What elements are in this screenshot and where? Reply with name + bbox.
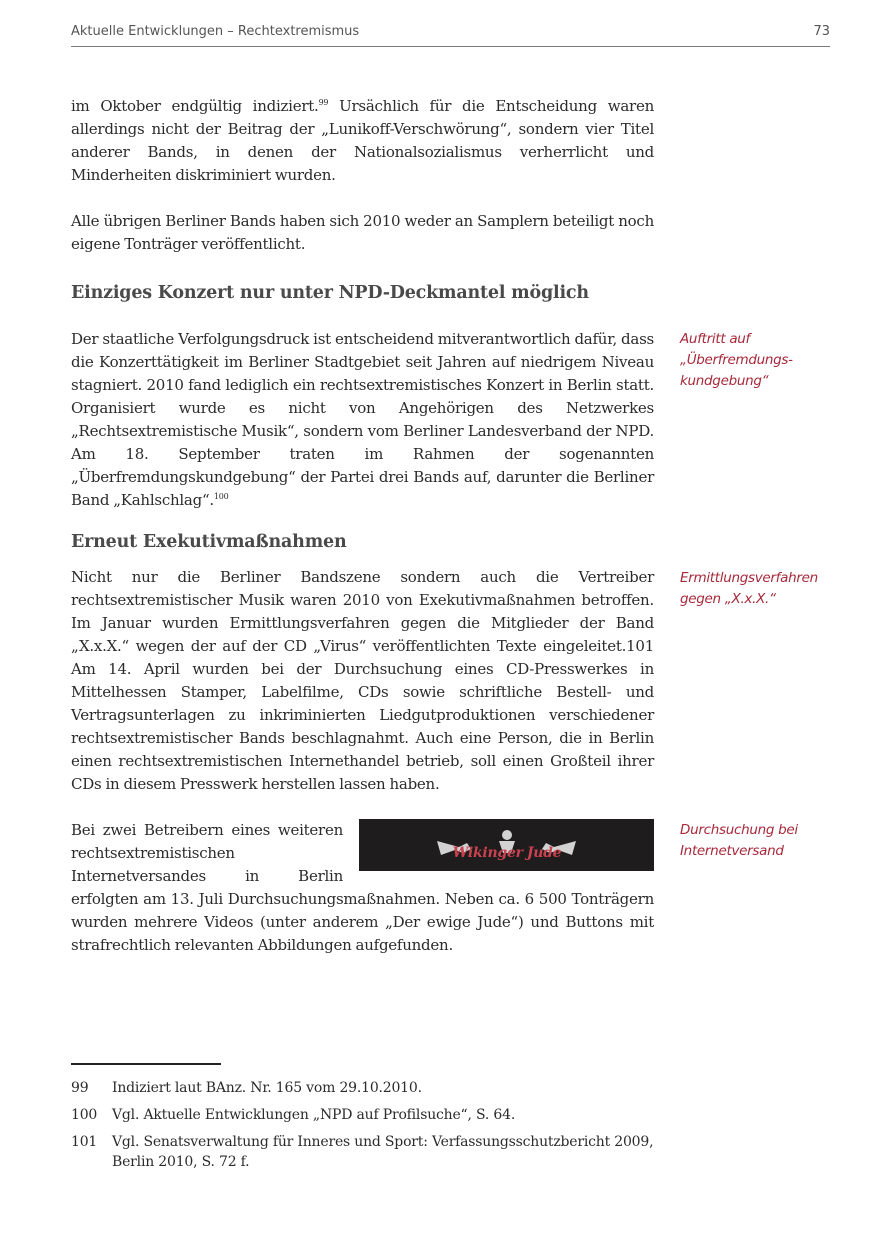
paragraph-1-rest: Ursächlich für die Entscheidung waren allerdings nicht der Beitrag der „Lunikoff-Verschwörung“, sondern vier Titel anderer Bands, in denen der Nationalsozialismus verherrlicht und Minderheiten diskriminiert wurden.: [71, 97, 654, 184]
footnote-99: [71, 1078, 654, 1098]
footnote-text: Vgl. Senatsverwaltung für Inneres und Sport: Verfassungsschutzbericht 2009, Berlin 2010, S. 72 f.: [112, 1134, 654, 1170]
footnote-ref-99[interactable]: 99: [318, 98, 329, 107]
paragraph-5: [71, 819, 654, 957]
paragraph-4-text: Nicht nur die Berliner Bandszene sondern auch die Vertreiber rechtsextremistischer Musik waren 2010 von Exekutivmaßnahmen betroffen. Im Januar wurden Ermittlungsverfahren gegen die Mitglieder der Band „X.x.X.“ wegen der auf der CD „Virus“ veröffentlichten Texte eingeleitet.101 Am 14. April wurden bei der Durchsuchung eines CD-Presswerkes in Mittelhessen Stamper, Labelfilme, CDs sowie schriftliche Bestell- und Vertragsunterlagen zu inkriminierten Liedgutproduktionen verschiedener rechtsextremistischer Bands beschlagnahmt. Auch eine Person, die in Berlin einen rechtsextremistischen Internethandel betrieb, soll einen Großteil ihrer CDs in diesem Presswerk herstellen lassen haben.: [71, 568, 654, 793]
footnote-number: 100: [71, 1107, 98, 1123]
paragraph-2-text: Alle übrigen Berliner Bands haben sich 2010 weder an Samplern beteiligt noch eigene Tonträger veröffentlicht.: [71, 212, 654, 253]
page-number: 73: [813, 24, 830, 39]
running-header: [71, 24, 830, 47]
banner-graphic: [359, 819, 654, 871]
section-heading-concert: Einziges Konzert nur unter NPD-Deckmantel möglich: [71, 283, 589, 303]
running-header-title: Aktuelle Entwicklungen – Rechtextremismus: [71, 24, 360, 39]
footnote-100: [71, 1105, 654, 1125]
paragraph-1-start: im Oktober endgültig indiziert.: [71, 97, 319, 115]
paragraph-1: [71, 95, 654, 187]
margin-note-3: Durchsuchung bei Internetversand: [680, 822, 798, 859]
footnote-101: [71, 1132, 654, 1172]
paragraph-3: [71, 328, 654, 512]
paragraph-4: [71, 566, 654, 796]
footnote-number: 99: [71, 1080, 89, 1096]
paragraph-2: [71, 210, 654, 256]
paragraph-5-text: Bei zwei Betreibern eines weiteren rechtsextremistischen Internetversandes in Berlin erfolgten am 13. Juli Durchsuchungsmaßnahmen. Neben ca. 6 500 Tonträgern wurden mehrere Videos (unter anderem „Der ewige Jude“) und Buttons mit strafrechtlich relevanten Abbildungen aufgefunden.: [71, 821, 654, 954]
footnote-number: 101: [71, 1134, 98, 1150]
banner-text: Wikinger Jude: [452, 845, 562, 861]
margin-note-1: Auftritt auf „Überfremdungs-kundgebung“: [680, 331, 793, 389]
footnote-ref-100[interactable]: 100: [213, 492, 229, 501]
margin-note-2: Ermittlungsverfahren gegen „X.x.X.“: [680, 570, 818, 607]
footnote-separator: [71, 1063, 221, 1065]
footnote-text: Indiziert laut BAnz. Nr. 165 vom 29.10.2010.: [112, 1080, 422, 1096]
section-heading-executive: Erneut Exekutivmaßnahmen: [71, 532, 347, 552]
banner-image: [359, 819, 654, 871]
paragraph-3-text: Der staatliche Verfolgungsdruck ist entscheidend mitverantwortlich dafür, dass die Konzerttätigkeit im Berliner Stadtgebiet seit Jahren auf niedrigem Niveau stagniert. 2010 fand lediglich ein rechtsextremistisches Konzert in Berlin statt. Organisiert wurde es nicht von Angehörigen des Netzwerkes „Rechtsextremistische Musik“, sondern vom Berliner Landesverband der NPD. Am 18. September traten im Rahmen der sogenannten „Überfremdungskundgebung“ der Partei drei Bands auf, darunter die Berliner Band „Kahlschlag“.: [71, 330, 654, 509]
footnote-text: Vgl. Aktuelle Entwicklungen „NPD auf Profilsuche“, S. 64.: [112, 1107, 516, 1123]
